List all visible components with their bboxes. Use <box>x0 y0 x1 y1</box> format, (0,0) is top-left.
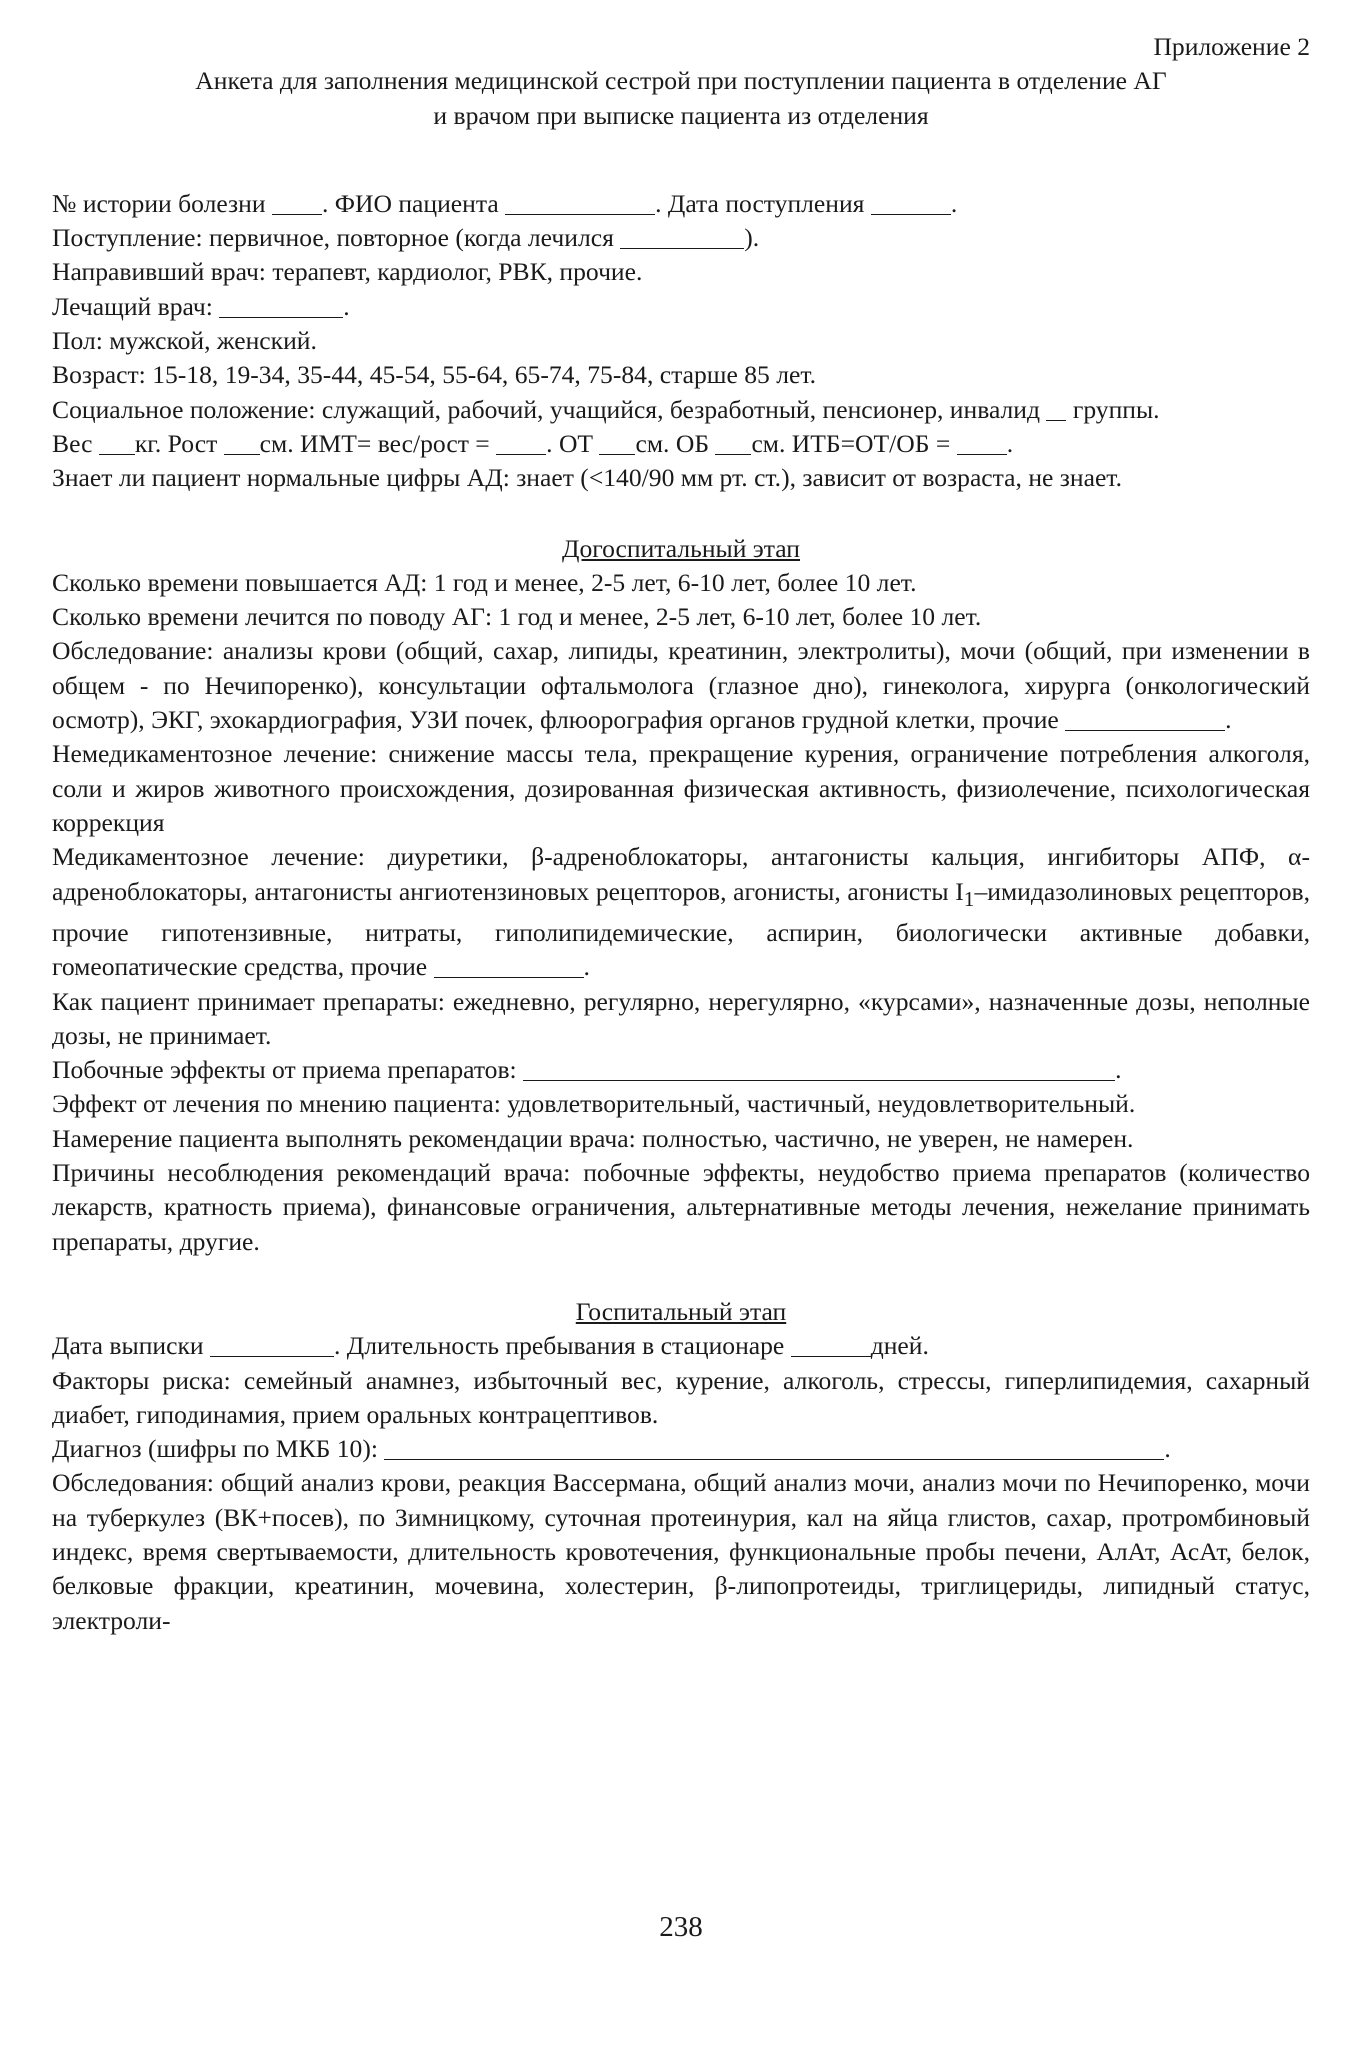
height-blank <box>224 428 260 455</box>
form-title-line-1: Анкета для заполнения медицинской сестрой при поступлении пациента в отделение АГ <box>195 66 1167 96</box>
hip-blank <box>715 428 751 455</box>
patient-name-blank <box>505 188 655 215</box>
drug-treatment: Медикаментозное лечение: диуретики, β-адреноблокаторы, антагонисты кальция, ингибиторы АПФ, α-адреноблокаторы, антагонисты ангиотензиновых рецепторов, агонисты, агонисты $I_1$–имидазолиновых рецепторов, прочие гипотензивные, нитраты, гиполипидемические, аспирин, биологически активные добавки, гомеопатические средства, прочие . <box>52 842 1310 982</box>
age-line: Возраст: 15-18, 19-34, 35-44, 45-54, 55-64, 65-74, 75-84, старше 85 лет. <box>52 360 817 390</box>
page-number: 238 <box>659 1911 703 1943</box>
prehospital-section-title: Догоспитальный этап <box>561 533 801 563</box>
attending-doctor-line: Лечащий врач: . <box>52 291 350 321</box>
treatment-duration: Сколько времени лечится по поводу АГ: 1 год и менее, 2-5 лет, 6-10 лет, более 10 лет. <box>52 602 982 632</box>
side-effects-blank <box>523 1055 1115 1082</box>
side-effects-line: Побочные эффекты от приема препаратов: . <box>52 1055 1122 1085</box>
previous-treatment-blank <box>620 223 744 250</box>
bp-knowledge: Знает ли пациент нормальные цифры АД: знает (<140/90 мм рт. ст.), зависит от возраста, не знает. <box>52 463 1122 493</box>
attending-doctor-blank <box>219 291 343 318</box>
social-status-line: Социальное положение: служащий, рабочий, учащийся, безработный, пенсионер, инвалид группы. <box>52 394 1160 424</box>
appendix-label: Приложение 2 <box>1153 32 1310 61</box>
compliance-intention: Намерение пациента выполнять рекомендации врача: полностью, частично, не уверен, не намерен. <box>52 1123 1134 1153</box>
treatment-effect: Эффект от лечения по мнению пациента: удовлетворительный, частичный, неудовлетворительный. <box>52 1089 1136 1119</box>
waist-blank <box>599 428 635 455</box>
non-drug-treatment: Немедикаментозное лечение: снижение массы тела, прекращение курения, ограничение потребления алкоголя, соли и жиров животного происхождения, дозированная физическая активность, физиолечение, психологическая коррекция <box>52 739 1310 837</box>
other-examination-blank <box>1065 705 1225 732</box>
anthropometry-line: Вес кг. Рост см. ИМТ= вес/рост = . ОТ см. ОБ см. ИТБ=ОТ/ОБ = . <box>52 428 1014 458</box>
discharge-date-blank <box>210 1331 334 1358</box>
bmi-blank <box>496 428 546 455</box>
form-title-line-2: и врачом при выписке пациента из отделения <box>433 100 929 130</box>
bp-duration: Сколько времени повышается АД: 1 год и менее, 2-5 лет, 6-10 лет, более 10 лет. <box>52 567 917 597</box>
discharge-line: Дата выписки . Длительность пребывания в стационаре дней. <box>52 1331 929 1361</box>
waist-hip-ratio-blank <box>957 428 1007 455</box>
diagnosis-line: Диагноз (шифры по МКБ 10): . <box>52 1434 1171 1464</box>
weight-blank <box>99 428 135 455</box>
stay-days-blank <box>791 1331 871 1358</box>
drug-intake: Как пациент принимает препараты: ежедневно, регулярно, нерегулярно, «курсами», назначенные дозы, неполные дозы, не принимает. <box>52 986 1310 1050</box>
history-line: № истории болезни . ФИО пациента . Дата поступления . <box>52 188 958 218</box>
referring-doctor: Направивший врач: терапевт, кардиолог, РВК, прочие. <box>52 257 643 287</box>
hospital-examinations: Обследования: общий анализ крови, реакция Вассермана, общий анализ мочи, анализ мочи по Нечипоренко, мочи на туберкулез (ВК+посев), по Зимницкому, суточная протеинурия, кал на яйца глистов, сахар, протромбиновый индекс, время свертываемости, длительность кровотечения, функциональные пробы печени, АлАт, АсАт, белок, белковые фракции, креатинин, мочевина, холестерин, β-липопротеиды, триглицериды, липидный статус, электроли- <box>52 1468 1310 1635</box>
sex-line: Пол: мужской, женский. <box>52 326 317 356</box>
risk-factors: Факторы риска: семейный анамнез, избыточный вес, курение, алкоголь, стрессы, гиперлипидемия, сахарный диабет, гиподинамия, прием оральных контрацептивов. <box>52 1365 1310 1429</box>
admission-line: Поступление: первичное, повторное (когда лечился ). <box>52 223 760 253</box>
hospital-section-title: Госпитальный этап <box>575 1296 787 1326</box>
diagnosis-blank <box>384 1434 1164 1461</box>
admission-date-blank <box>871 188 951 215</box>
prehospital-examination: Обследование: анализы крови (общий, сахар, липиды, креатинин, электролиты), мочи (общий, при изменении в общем - по Нечипоренко), консультации офтальмолога (глазное дно), гинеколога, хирурга (онкологический осмотр), ЭКГ, эхокардиография, УЗИ почек, флюорография органов грудной клетки, прочие . <box>52 636 1310 735</box>
history-number-blank <box>272 188 322 215</box>
other-drugs-blank <box>434 952 584 979</box>
noncompliance-reasons: Причины несоблюдения рекомендаций врача: побочные эффекты, неудобство приема препаратов (количество лекарств, кратность приема), финансовые ограничения, альтернативные методы лечения, нежелание принимать препараты, другие. <box>52 1158 1310 1256</box>
disability-group-blank <box>1046 394 1066 421</box>
